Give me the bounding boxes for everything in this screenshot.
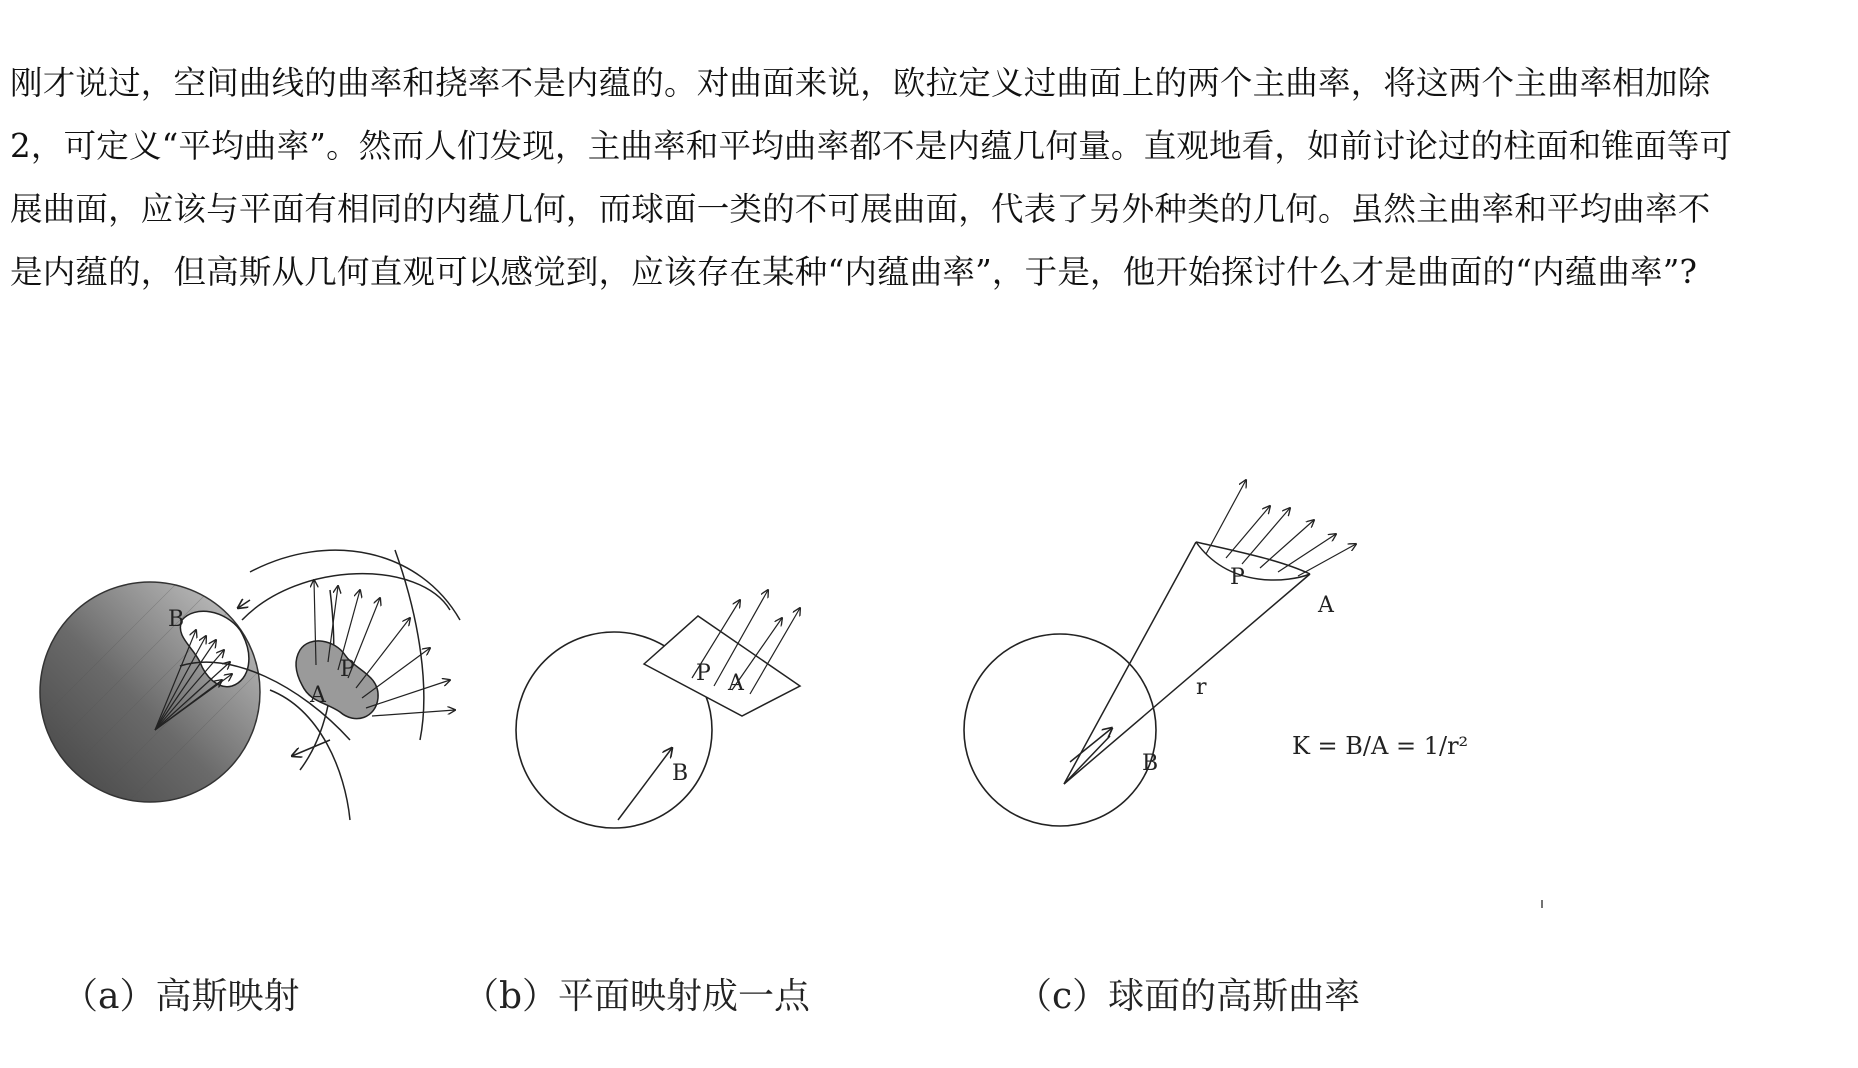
region-p bbox=[296, 641, 378, 719]
caption-a: （a）高斯映射 bbox=[62, 976, 300, 1017]
label-r-c: r bbox=[1196, 675, 1207, 700]
panel-a-drawing bbox=[20, 550, 460, 820]
label-b-b: B bbox=[672, 761, 689, 786]
label-p-b: P bbox=[696, 661, 711, 686]
body-paragraph bbox=[10, 52, 1855, 304]
paragraph-line-1: 刚才说过，空间曲线的曲率和挠率不是内蕴的。对曲面来说，欧拉定义过曲面上的两个主曲率，将这两个主曲率相加除 bbox=[10, 64, 1711, 102]
label-p-a: P bbox=[340, 657, 355, 682]
label-a-b: A bbox=[728, 671, 744, 696]
label-b-c: B bbox=[1142, 751, 1159, 776]
label-a-c: A bbox=[1318, 593, 1334, 618]
gauss-sphere bbox=[20, 570, 280, 820]
caption-c: （c）球面的高斯曲率 bbox=[1016, 976, 1361, 1017]
label-b-a: B bbox=[168, 607, 185, 632]
panel-c-drawing bbox=[964, 480, 1542, 908]
label-p-c: P bbox=[1230, 565, 1245, 590]
paragraph-line-4: 是内蕴的，但高斯从几何直观可以感觉到，应该存在某种“内蕴曲率”，于是，他开始探讨什么才是曲面的“内蕴曲率”? bbox=[10, 253, 1698, 291]
panel-b-drawing bbox=[516, 590, 800, 828]
paragraph-line-2: 2，可定义“平均曲率”。然而人们发现，主曲率和平均曲率都不是内蕴几何量。直观地看，如前讨论过的柱面和锥面等可 bbox=[10, 127, 1733, 165]
paragraph-line-3: 展曲面，应该与平面有相同的内蕴几何，而球面一类的不可展曲面，代表了另外种类的几何。虽然主曲率和平均曲率不 bbox=[10, 190, 1711, 228]
plane-patch bbox=[644, 616, 800, 716]
caption-b: （b）平面映射成一点 bbox=[463, 976, 811, 1017]
formula-c: K = B/A = 1/r² bbox=[1292, 732, 1469, 760]
label-a-a: A bbox=[310, 683, 326, 708]
